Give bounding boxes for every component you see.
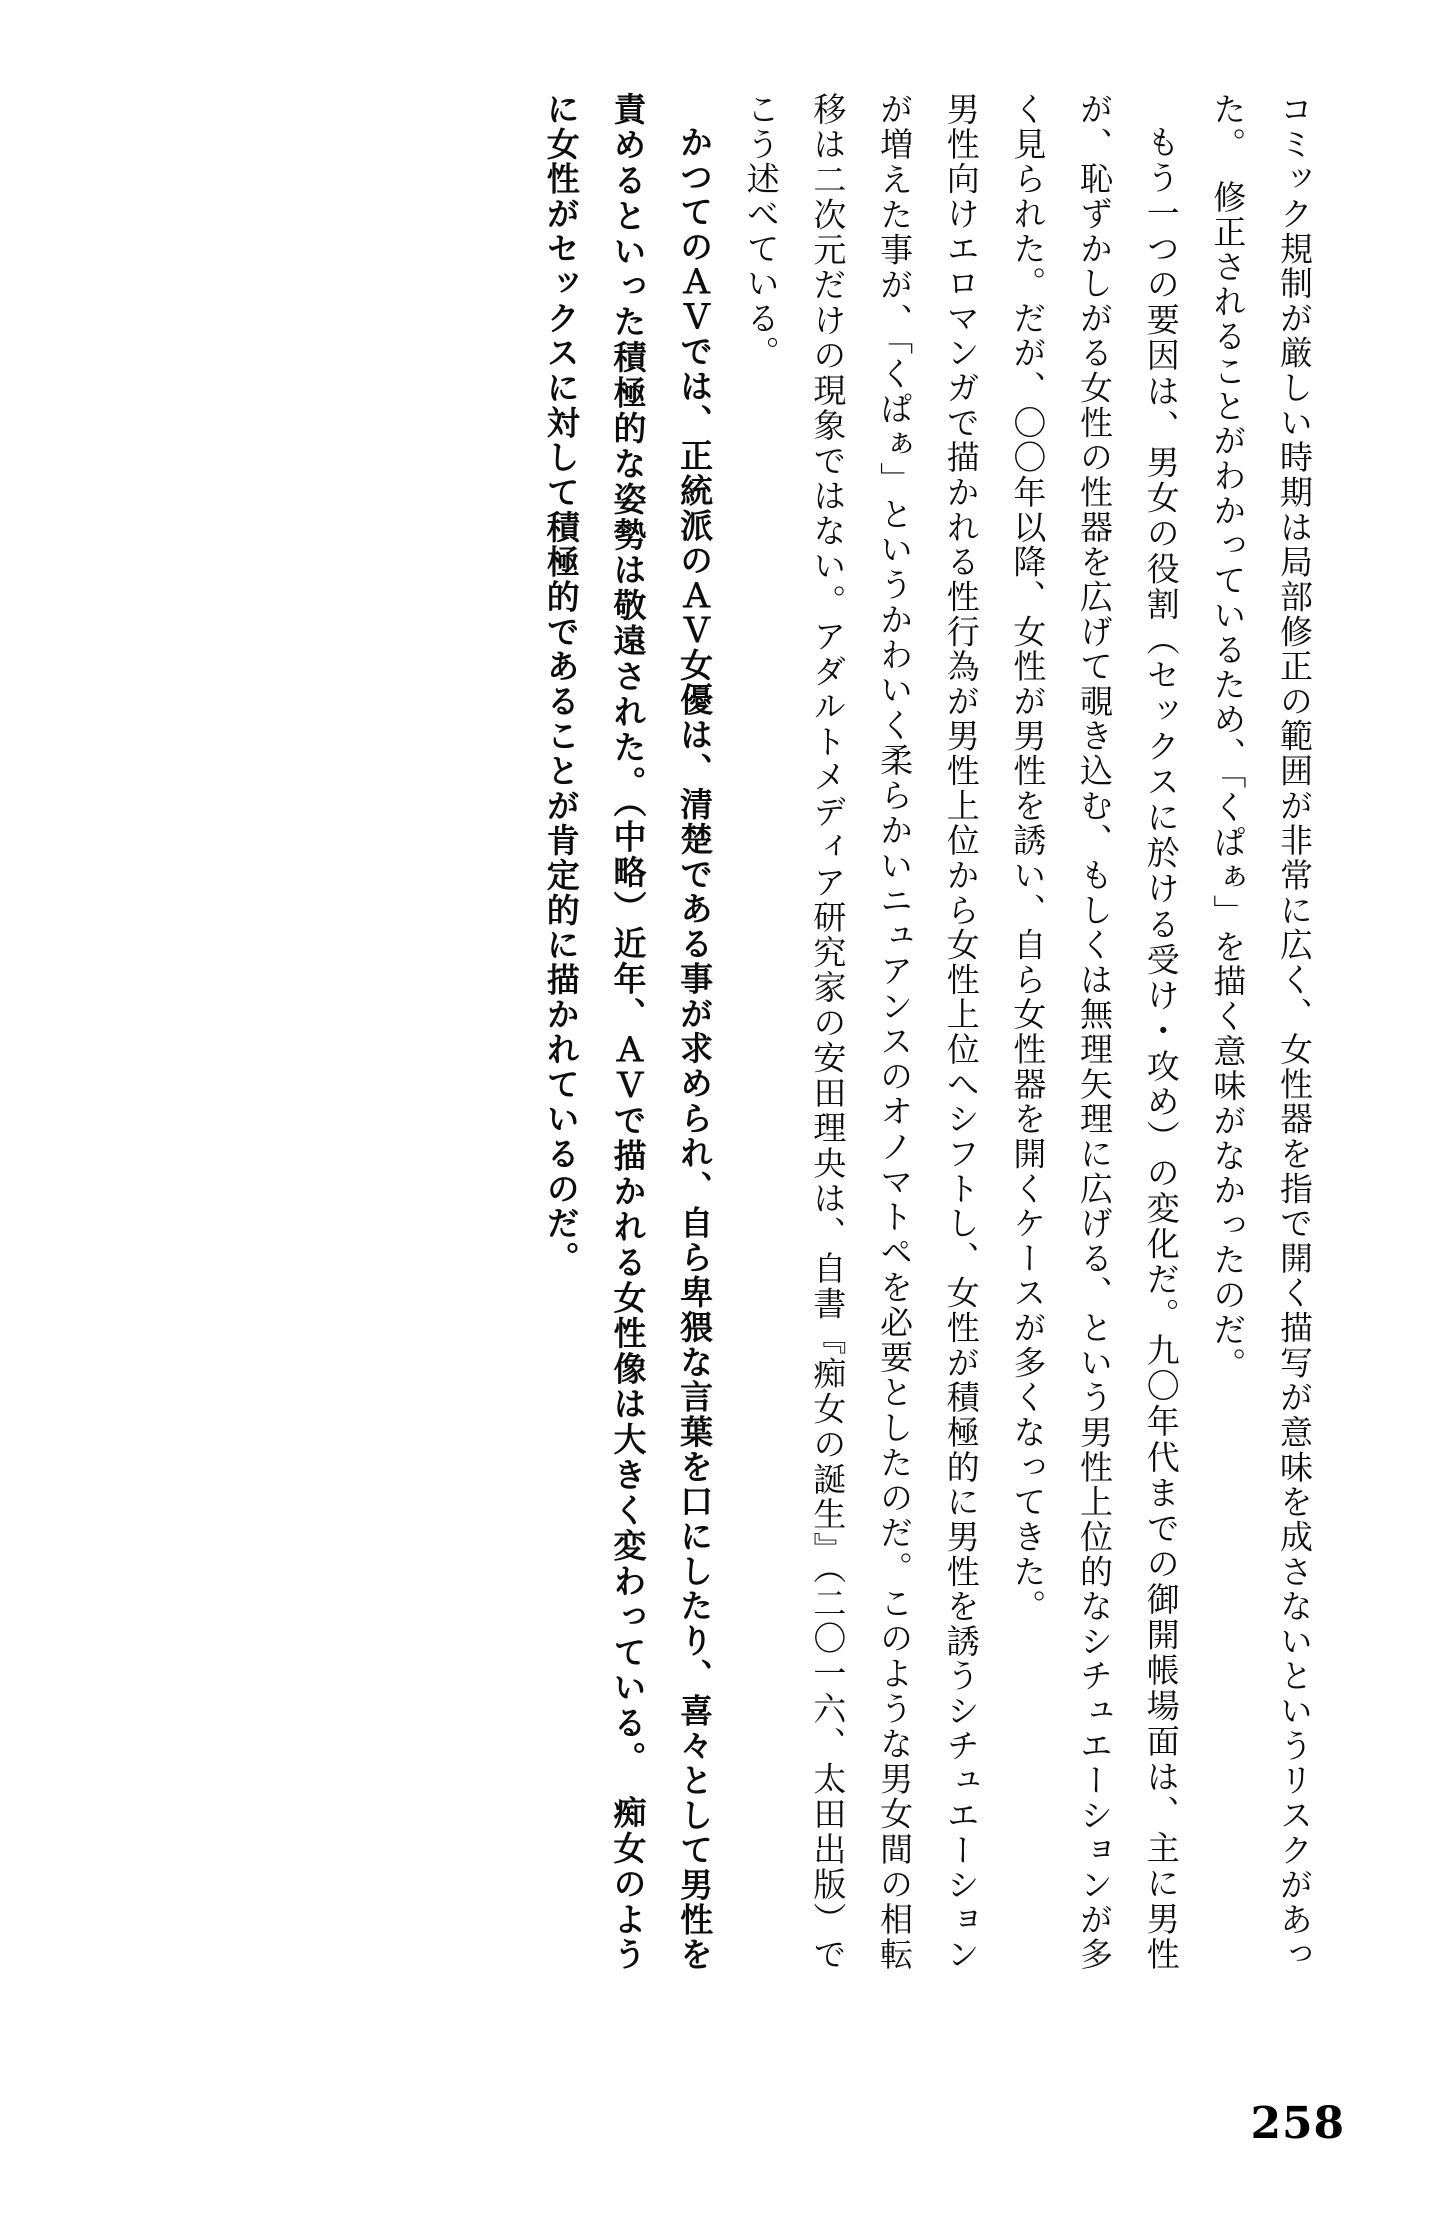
paragraph: もう一つの要因は、男女の役割（セックスに於ける受け・攻め）の変化だ。九〇年代までの御開帳場面は、主に男性が、恥ずかしがる女性の性器を広げて覗き込む、もしくは無理矢理に広げる、という男性上位的なシチュエーションが多く見られた。だが、〇〇年以降、女性が男性を誘い、自ら女性器を開くケースが多くなってきた。 xyxy=(1008,92,1181,1973)
page-number: 258 xyxy=(1250,2098,1345,2149)
paragraph: 男性向けエロマンガで描かれる性行為が男性上位から女性上位へシフトし、女性が積極的に男性を誘うシチュエーションが増えた事が、「くぱぁ」というかわいく柔らかいニュアンスのオノマトペを必要としたのだ。このような男女間の相転移は二次元だけの現象ではない。アダルトメディア研究家の安田理央は、自書『痴女の誕生』（二〇一六、太田出版）でこう述べている。 xyxy=(741,92,981,1973)
paragraph-quote: かつてのＡＶでは、正統派のＡＶ女優は、清楚である事が求められ、自ら卑猥な言葉を口にしたり、喜々として男性を責めるといった積極的な姿勢は敬遠された。（中略）近年、ＡＶで描かれる女性像は大きく変わっている。 痴女のように女性がセックスに対して積極的であることが肯定的に描かれているのだ。 xyxy=(541,92,715,1972)
body-text xyxy=(167,92,1327,1972)
paragraph: コミック規制が厳しい時期は局部修正の範囲が非常に広く、女性器を指で開く描写が意味を成さないというリスクがあった。 修正されることがわかっているため、「くぱぁ」を描く意味がなかったのだ。 xyxy=(1208,92,1314,1973)
